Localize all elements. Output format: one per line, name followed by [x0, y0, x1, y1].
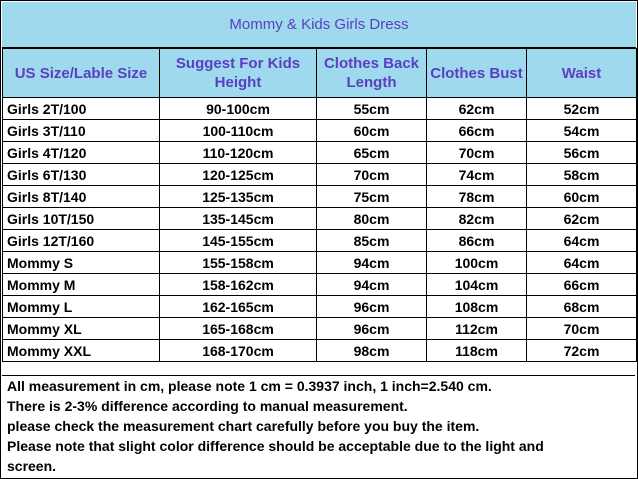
bust-cell: 70cm [427, 142, 527, 164]
column-header-size: US Size/Lable Size [3, 49, 160, 98]
waist-cell: 68cm [527, 296, 637, 318]
size-cell: Mommy M [3, 274, 160, 296]
notes-section [2, 375, 635, 476]
size-cell: Girls 2T/100 [3, 98, 160, 120]
height-cell: 155-158cm [160, 252, 317, 274]
header-row [3, 49, 637, 98]
table-row [3, 208, 637, 230]
size-cell: Mommy XXL [3, 340, 160, 362]
note-line: Please note that slight color difference should be acceptable due to the light and [7, 438, 544, 454]
height-cell: 100-110cm [160, 120, 317, 142]
height-cell: 90-100cm [160, 98, 317, 120]
note-line: please check the measurement chart carefully before you buy the item. [7, 418, 480, 434]
bust-cell: 62cm [427, 98, 527, 120]
table-row [3, 120, 637, 142]
table-body [3, 98, 637, 362]
back-length-cell: 65cm [317, 142, 427, 164]
note-line: There is 2-3% difference according to manual measurement. [7, 398, 408, 414]
table-row [3, 296, 637, 318]
note-line: All measurement in cm, please note 1 cm = 0.3937 inch, 1 inch=2.540 cm. [7, 378, 492, 394]
waist-cell: 66cm [527, 274, 637, 296]
table-row [3, 318, 637, 340]
back-length-cell: 96cm [317, 318, 427, 340]
column-header-bust: Clothes Bust [427, 49, 527, 98]
size-cell: Girls 6T/130 [3, 164, 160, 186]
waist-cell: 70cm [527, 318, 637, 340]
waist-cell: 62cm [527, 208, 637, 230]
table-row [3, 340, 637, 362]
back-length-cell: 60cm [317, 120, 427, 142]
waist-cell: 52cm [527, 98, 637, 120]
table-row [3, 230, 637, 252]
table-row [3, 252, 637, 274]
column-header-height: Suggest For Kids Height [160, 49, 317, 98]
bust-cell: 108cm [427, 296, 527, 318]
waist-cell: 60cm [527, 186, 637, 208]
back-length-cell: 94cm [317, 252, 427, 274]
table-row [3, 142, 637, 164]
bust-cell: 104cm [427, 274, 527, 296]
back-length-cell: 85cm [317, 230, 427, 252]
height-cell: 168-170cm [160, 340, 317, 362]
back-length-cell: 98cm [317, 340, 427, 362]
table-row [3, 274, 637, 296]
height-cell: 125-135cm [160, 186, 317, 208]
bust-cell: 112cm [427, 318, 527, 340]
back-length-cell: 75cm [317, 186, 427, 208]
column-header-back-length: Clothes Back Length [317, 49, 427, 98]
bust-cell: 66cm [427, 120, 527, 142]
height-cell: 162-165cm [160, 296, 317, 318]
height-cell: 158-162cm [160, 274, 317, 296]
size-cell: Mommy XL [3, 318, 160, 340]
size-cell: Girls 4T/120 [3, 142, 160, 164]
size-cell: Mommy S [3, 252, 160, 274]
height-cell: 135-145cm [160, 208, 317, 230]
back-length-cell: 80cm [317, 208, 427, 230]
waist-cell: 56cm [527, 142, 637, 164]
bust-cell: 78cm [427, 186, 527, 208]
table-row [3, 164, 637, 186]
height-cell: 120-125cm [160, 164, 317, 186]
height-cell: 145-155cm [160, 230, 317, 252]
size-table [2, 48, 637, 362]
bust-cell: 82cm [427, 208, 527, 230]
table-row [3, 186, 637, 208]
size-cell: Girls 12T/160 [3, 230, 160, 252]
size-cell: Girls 10T/150 [3, 208, 160, 230]
back-length-cell: 94cm [317, 274, 427, 296]
waist-cell: 54cm [527, 120, 637, 142]
table-row [3, 98, 637, 120]
back-length-cell: 70cm [317, 164, 427, 186]
waist-cell: 58cm [527, 164, 637, 186]
size-cell: Girls 3T/110 [3, 120, 160, 142]
back-length-cell: 55cm [317, 98, 427, 120]
note-line: screen. [7, 458, 57, 474]
bust-cell: 86cm [427, 230, 527, 252]
column-header-waist: Waist [527, 49, 637, 98]
waist-cell: 64cm [527, 230, 637, 252]
size-cell: Girls 8T/140 [3, 186, 160, 208]
waist-cell: 64cm [527, 252, 637, 274]
bust-cell: 118cm [427, 340, 527, 362]
waist-cell: 72cm [527, 340, 637, 362]
height-cell: 165-168cm [160, 318, 317, 340]
size-cell: Mommy L [3, 296, 160, 318]
bust-cell: 100cm [427, 252, 527, 274]
bust-cell: 74cm [427, 164, 527, 186]
height-cell: 110-120cm [160, 142, 317, 164]
chart-title: Mommy & Kids Girls Dress [2, 2, 636, 48]
back-length-cell: 96cm [317, 296, 427, 318]
